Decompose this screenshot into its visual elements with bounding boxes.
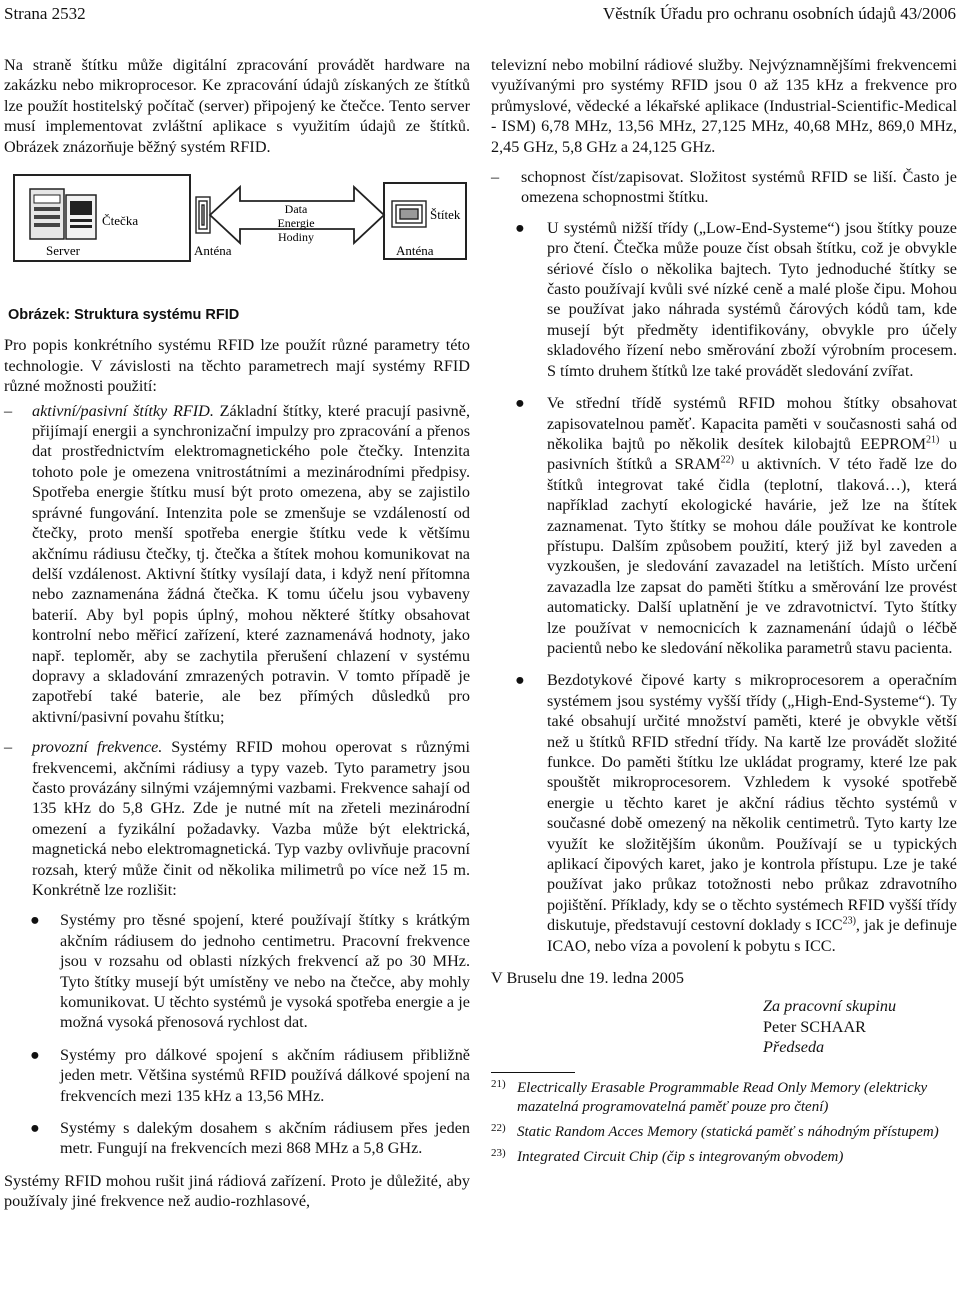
bullet-dot-icon: ● bbox=[515, 671, 525, 690]
footnote-21 bbox=[491, 1079, 957, 1117]
frequencies-paragraph: televizní nebo mobilní rádiové služby. Nejvýznamnějšími frekvencemi využívanými pro systémy RFID jsou 0 až 135 kHz a frekvence pro průmyslové, vědecké a lékařské aplikace (Industrial-Scientific-Medical - ISM) 6,78 MHz, 13,56 MHz, 27,125 MHz, 40,68 MHz, 869,0 MHz, 2,45 GHz, 5,8 GHz a 24,125 GHz. bbox=[491, 56, 957, 156]
dash-text: Základní štítky, které pracují pasivně, přijímají energii a synchronizační impulzy pro zpracování a přenos dat prostřednictvím elektromagnetického pole čtečky. Intenzita tohoto pole je omezena vnitrostátními a mezinárodními předpisy. Spotřeba energie štítku musí být proto omezena, aby se zajistilo správné fungování. Intenzita pole se zmenšuje se vzdáleností od čtečky, proto menší spotřeba energie štítku vede k většímu akčnímu rádiusu čtečky, tj. čtečka a štítek mohou komunikovat na delší vzdálenost. Aktivní štítky vysílají data, i když není přítomna nebo zaznamenána žádná čtečka. K tomu účelu jsou vybaveny baterií. Aby byl popis úplný, mohou některé štítky obsahovat kontrolní nebo měřicí zařízení, které zaznamenává hodnoty, jako např. teploměr, aby se zachytila přerušení chlazení v systému dopravy a skladování zmrazených potravin. V tomto případě je zapotřebí také baterie, ale bez přímých důsledků pro aktivní/pasivní povahu štítku; bbox=[32, 401, 471, 726]
server-icon bbox=[30, 189, 96, 239]
signature-block bbox=[491, 996, 957, 1057]
dash-marker: – bbox=[4, 401, 13, 420]
dash-item-read-write bbox=[491, 167, 957, 208]
dash-item-active-passive bbox=[4, 401, 470, 728]
data-label: Data bbox=[284, 202, 308, 217]
bullet-text: Systémy pro těsné spojení, které používají štítky s krátkým akčním rádiusem do jednoho centimetru. Pracovní frekvence jsou v rozsahu od oblasti nízkých frekvencí až po 30 MHz. Tyto štítky musejí být umístěny ve nebo na čtečce, aby mohly komunikovat. U těchto systémů je vysoká spotřeba energie a je možná vysoká přenosová rychlost dat. bbox=[60, 911, 470, 1032]
page-header bbox=[0, 4, 960, 28]
tag-label: Štítek bbox=[430, 207, 461, 223]
footnote-text: Electrically Erasable Programmable Read Only Memory (elektricky mazatelná programovatelná paměť pouze pro čtení) bbox=[517, 1079, 928, 1115]
footnote-23 bbox=[491, 1148, 957, 1167]
footnote-ref: 22) bbox=[720, 454, 734, 466]
place-date: V Bruselu dne 19. ledna 2005 bbox=[491, 969, 685, 988]
footnote-number: 21) bbox=[491, 1077, 506, 1090]
bullet-dot-icon: ● bbox=[30, 1119, 40, 1138]
interference-paragraph: Systémy RFID mohou rušit jiná rádiová zařízení. Proto je důležité, aby používaly jiné frekvence než audio-rozhlasové, bbox=[4, 1171, 470, 1211]
reader-label: Čtečka bbox=[102, 213, 139, 229]
bullet-text: U systémů nižší třídy („Low-End-Systeme“) jsou štítky pouze pro čtení. Čtečka může pouze číst obsah štítku, což je obvykle sériové číslo o několika bajtech. Tyto jednoduché štítky se často používají kvůli své nízké ceně a malé ploše čipu. Mohou se používat jako náhrada systémů čárových kódů tam, kde musejí být předměty identifikovány, obvykle pro účely skladového řízení nebo směrování zboží výrobním procesem. S tímto druhem štítků lze také provádět sledování zvířat. bbox=[547, 218, 957, 380]
bullet-mid-range bbox=[491, 393, 957, 658]
antenna-coil-icon bbox=[196, 197, 210, 233]
server-label: Server bbox=[46, 243, 80, 259]
clock-label: Hodiny bbox=[278, 230, 314, 245]
antenna1-label: Anténa bbox=[194, 243, 232, 259]
signature-name: Peter SCHAAR bbox=[763, 1017, 866, 1036]
signature-role: Předseda bbox=[763, 1038, 825, 1057]
right-column bbox=[491, 55, 957, 1173]
journal-title: Věstník Úřadu pro ochranu osobních údajů 43/2006 bbox=[602, 4, 956, 23]
dash-term: aktivní/pasivní štítky RFID. bbox=[32, 401, 214, 420]
signature-group: Za pracovní skupinu bbox=[763, 997, 897, 1016]
bullet-remote-coupling bbox=[4, 1045, 470, 1106]
bullet-text: Systémy s dalekým dosahem s akčním rádiusem přes jeden metr. Fungují na frekvencích mezi 868 MHz a 5,8 GHz. bbox=[60, 1119, 470, 1158]
bullet-text-b: u pasivních štítků a SRAM bbox=[547, 434, 957, 474]
bullet-close-coupling bbox=[4, 910, 470, 1032]
rfid-diagram bbox=[4, 167, 470, 297]
tag-antenna-icon bbox=[392, 201, 426, 227]
bullet-dot-icon: ● bbox=[515, 394, 525, 413]
dash-text: schopnost číst/zapisovat. Složitost systémů RFID se liší. Často je omezena schopnostmi štítku. bbox=[521, 168, 957, 207]
bullet-dot-icon: ● bbox=[515, 218, 525, 237]
dash-marker: – bbox=[4, 738, 13, 757]
parameters-paragraph: Pro popis konkrétního systému RFID lze použít různé parametry této technologie. V závislosti na těchto parametrech mají systémy RFID různé možnosti použití: bbox=[4, 336, 470, 396]
bullet-high-end bbox=[491, 670, 957, 956]
left-column bbox=[4, 55, 470, 1216]
dash-term: provozní frekvence. bbox=[32, 738, 163, 757]
bullet-text-a: Ve střední třídě systémů RFID mohou štítky obsahovat zapisovatelnou paměť. Kapacita paměti v současnosti sahá od několika bajtů po několik desítek kilobajtů EEPROM bbox=[547, 394, 957, 453]
figure-caption: Obrázek: Struktura systému RFID bbox=[8, 307, 240, 324]
footnote-divider bbox=[491, 1072, 575, 1073]
bullet-low-end bbox=[491, 218, 957, 381]
footnote-number: 23) bbox=[491, 1146, 506, 1159]
dash-text: Systémy RFID mohou operovat s různými frekvencemi, akčními rádiusy a typy vazeb. Tyto parametry jsou často provázány silnými vzájemnými vazbami. Frekvence sahají od 135 kHz do 5,8 GHz. Zde je nutné mít na zřeteli mezinárodní omezení a fyzikální požadavky. Vazba může být elektrická, magnetická nebo elektromagnetická. Typ vazby ovlivňuje pracovní rozsah, který může činit od několika milimetrů po více než 15 m. Konkrétně lze rozlišit: bbox=[32, 738, 470, 899]
bullet-dot-icon: ● bbox=[30, 911, 40, 930]
bullet-text-c: u aktivních. V této řadě lze do štítků integrovat také čidla (teplotní, tlaková…), která například zachytí ekologické havárie, jež lze na štítek zaznamenat. Tyto štítky se mohou dále používat ke kontrole přístupu. Dalším způsobem použití, který již byl zaveden a vyzkoušen, je sledování zavazadel na letištích. Místo určení zavazadla lze zapsat do paměti štítku a směrování lze provést automaticky. Další uplatnění je ve zdravotnictví. Tyto štítky lze používat v nemocnicích k zaznamenání údajů o léčbě pacientů nebo ke sledování několika parametrů stavu pacienta. bbox=[547, 455, 957, 657]
dash-marker: – bbox=[491, 168, 500, 187]
footnote-ref: 23) bbox=[842, 915, 856, 927]
page-number: Strana 2532 bbox=[4, 4, 86, 23]
intro-paragraph: Na straně štítku může digitální zpracování provádět hardware na zakázku nebo mikroprocesor. Ke zpracování údajů získaných ze štítků lze použít hostitelský počítač (server) připojený ke čtečce. Tento server musí implementovat zvláštní aplikace s využitím údajů ze štítků. Obrázek znázorňuje běžný systém RFID. bbox=[4, 56, 470, 156]
antenna2-label: Anténa bbox=[396, 243, 434, 259]
bullet-text-a: Bezdotykové čipové karty s mikroprocesorem a operačním systémem jsou systémy vyšší třídy („High-End-Systeme“). Ty také obsahují určité množství paměti, které je obvykle větší než u štítků RFID střední třídy. Na kartě lze provádět složité funkce. Do paměti štítku lze ukládat programy, které lze pak spouštět mikroprocesorem. Vzhledem k vysoké spotřebě energie u těchto karet je akční rádius těchto systémů v současné době omezený na několik centimetrů. Tyto karty lze využít ke složitějším úkonům. Používají se u typických aplikací čipových karet, jako je kontrola přístupu. Lze je také používat jako průkaz totožnosti nebo průkaz zdravotního pojištění. Příklady, kdy se o těchto systémech RFID vyšší třídy diskutuje, představují cestovní doklady s ICC bbox=[547, 671, 957, 935]
footnote-number: 22) bbox=[491, 1121, 506, 1134]
bullet-text-b: , jak je definuje ICAO, nebo víza a povolení k pobytu s ICC. bbox=[547, 916, 957, 955]
footnote-22 bbox=[491, 1123, 957, 1142]
footnote-text: Integrated Circuit Chip (čip s integrovaným obvodem) bbox=[517, 1148, 844, 1165]
footnote-text: Static Random Acces Memory (statická paměť s náhodným přístupem) bbox=[517, 1123, 939, 1140]
bullet-dot-icon: ● bbox=[30, 1045, 40, 1064]
energy-label: Energie bbox=[277, 216, 315, 231]
dash-item-frequency bbox=[4, 737, 470, 900]
rfid-figure bbox=[4, 167, 470, 297]
bullet-long-range bbox=[4, 1118, 470, 1159]
footnote-ref: 21) bbox=[926, 434, 940, 446]
bullet-text: Systémy pro dálkové spojení s akčním rádiusem přibližně jeden metr. Většina systémů RFID používá dálkové spojení na frekvencích mezi 135 kHz a 13,56 MHz. bbox=[60, 1045, 470, 1105]
